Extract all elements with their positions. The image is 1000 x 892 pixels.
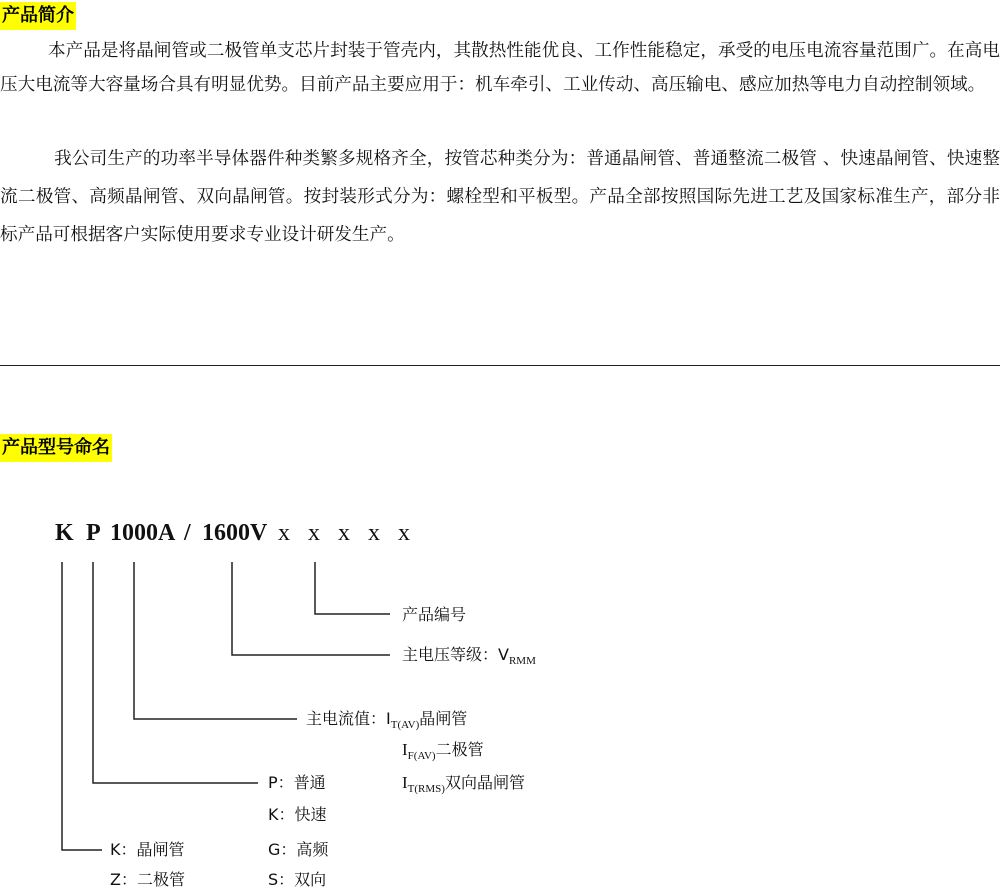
code-k: K [55, 520, 74, 546]
connector-type [93, 562, 258, 783]
label-voltage-sub: RMM [508, 655, 536, 667]
label-voltage-text: 主电压等级：V [402, 645, 509, 664]
label-current [306, 707, 467, 737]
label-g-high-freq: G：高频 [268, 840, 329, 859]
connector-product-number [315, 562, 390, 614]
label-if-av-sub: F(AV) [407, 750, 436, 762]
intro-heading: 产品简介 [0, 2, 76, 30]
label-if-av [402, 738, 484, 768]
label-z-diode: Z：二极管 [110, 870, 185, 889]
connector-current [134, 562, 297, 719]
label-if-av-suffix: 二极管 [435, 740, 484, 759]
code-p: P [86, 520, 101, 546]
intro-paragraph-1-text: 本产品是将晶闸管或二极管单支芯片封装于管壳内，其散热性能优良、工作性能稳定，承受的电压电流容量范围广。在高电压大电流等大容量场合具有明显优势。目前产品主要应用于：机车牵引、工业传动、高压输电、感应加热等电力自动控制领域。 [0, 41, 1000, 95]
label-it-rms-suffix: 双向晶闸管 [444, 773, 525, 792]
naming-heading: 产品型号命名 [0, 434, 112, 462]
label-s-bidirectional: S：双向 [268, 870, 327, 889]
code-suffix: x x x x x [278, 520, 416, 546]
label-voltage [402, 643, 536, 673]
label-current-suffix: 晶闸管 [419, 709, 468, 728]
label-it-rms-sub: T(RMS) [407, 783, 445, 795]
label-current-sub: T(AV) [390, 719, 420, 731]
connector-kind [62, 562, 102, 850]
code-current: 1000A [110, 520, 176, 546]
connector-voltage [232, 562, 390, 655]
label-k-fast: K：快速 [268, 805, 327, 824]
label-p-normal: P：普通 [268, 773, 326, 792]
label-product-number: 产品编号 [402, 605, 467, 624]
label-k-thyristor: K：晶闸管 [110, 840, 185, 859]
label-current-text: 主电流值：I [306, 709, 391, 728]
label-it-rms-prefix: I [402, 773, 408, 792]
code-slash: / [184, 520, 191, 546]
label-it-rms [402, 771, 525, 801]
intro-paragraph-2-text: 我公司生产的功率半导体器件种类繁多规格齐全，按管芯种类分为：普通晶闸管、普通整流二极管 、快速晶闸管、快速整流二极管、高频晶闸管、双向晶闸管。按封装形式分为：螺栓型和平板型。产品全部按照国际先进工艺及国家标准生产，部分非标产品可根据客户实际使用要求专业设计研发生产。 [0, 149, 1000, 245]
label-if-av-prefix: I [402, 740, 408, 759]
code-voltage: 1600V [202, 520, 268, 546]
